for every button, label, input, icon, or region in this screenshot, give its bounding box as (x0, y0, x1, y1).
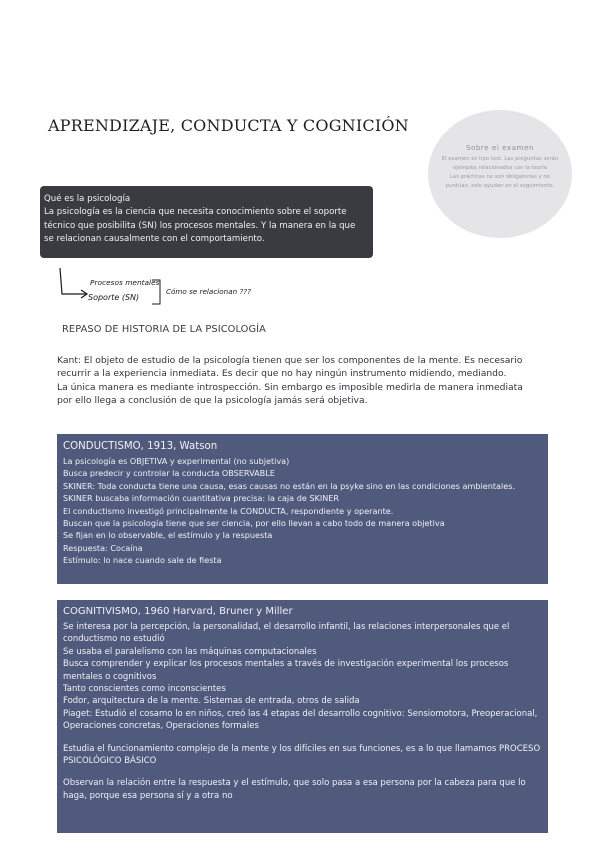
conductismo-line: Se fijan en lo observable, el estímulo y la respuesta (63, 530, 273, 541)
cognitivismo-line: Fodor, arquitectura de la mente. Sistemas de entrada, otros de salida (63, 696, 360, 707)
cognitivismo-panel (57, 600, 548, 833)
definition-question: Qué es la psicología (44, 194, 131, 204)
definition-line: se relacionan causalmente con el comportamiento. (44, 234, 265, 245)
kant-line: por ello llega a conclusión de que la psicología jamás será objetiva. (57, 395, 368, 407)
handwritten-procesos: Procesos mentales (90, 278, 160, 287)
exam-note-title: Sobre el examen (465, 144, 535, 152)
conductismo-line: El conductismo investigó principalmente la CONDUCTA, respondiente y operante. (63, 505, 394, 516)
cognitivismo-line: Se usaba el paralelismo con las máquinas computacionales (63, 646, 317, 657)
cognitivismo-line: Busca comprender y explicar los procesos mentales a través de investigación experimental los procesos mentales o cognitivos (63, 659, 509, 682)
conductismo-line: SKINER buscaba información cuantitativa precisa: la caja de SKINER (63, 493, 340, 504)
conductismo-panel (57, 434, 548, 584)
conductismo-line: SKINER: Toda conducta tiene una causa, esas causas no están en la psyke sino en las condiciones ambientales. (63, 480, 516, 491)
conductismo-line: Estímulo: lo nace cuando sale de fiesta (63, 555, 222, 566)
handwritten-soporte: Soporte (SN) (88, 293, 140, 302)
cognitivismo-line: Tanto conscientes como inconscientes (63, 684, 226, 695)
conductismo-line: Busca predecir y controlar la conducta OBSERVABLE (63, 468, 275, 479)
conductismo-line: Buscan que la psicología tiene que ser ciencia, por ello llevan a cabo todo de manera objetiva (63, 518, 445, 529)
conductismo-line: La psicología es OBJETIVA y experimental (no subjetiva) (63, 456, 290, 466)
handwritten-question: Cómo se relacionan ??? (166, 287, 251, 296)
kant-paragraph (57, 354, 547, 408)
kant-line: Kant: El objeto de estudio de la psicología tienen que ser los componentes de la mente. Es necesario (57, 355, 523, 366)
kant-line: La única manera es mediante introspección. Sin embargo es imposible medirla de manera inmediata (57, 381, 523, 393)
exam-note-bubble (428, 110, 572, 238)
conductismo-heading: CONDUCTISMO, 1913, Watson (63, 441, 218, 452)
definition-box (40, 186, 373, 258)
page-title: APRENDIZAJE, CONDUCTA Y COGNICIÓN (48, 116, 409, 135)
conductismo-line: Respuesta: Cocaína (63, 542, 143, 553)
cognitivismo-observan: Observan la relación entre la respuesta y el estímulo, que solo pasa a esa persona por la cabeza para que lo haga, porque esa persona sí y a otra no (63, 778, 526, 801)
exam-note-line: puntúan, solo ayudan en el seguimiento. (445, 183, 555, 189)
definition-line: técnico que posibilita (SN) los procesos mentales. Y la manera en la que (44, 220, 356, 231)
cognitivismo-proceso: Estudia el funcionamiento complejo de la mente y los difíciles en sus funciones, es a lo que llamamos PROCESO PSICOLÓGICO BÁSICO (63, 743, 541, 767)
kant-line: recurrir a la experiencia inmediata. Es decir que no hay ningún instrumento midiendo, mediando. (57, 368, 507, 380)
definition-line: La psicología es la ciencia que necesita conocimiento sobre el soporte (44, 207, 347, 218)
exam-note-line: ejemplos relacionados con la teoría (452, 165, 548, 171)
exam-note-line: Las prácticas no son obligatorias y no (449, 174, 551, 180)
cognitivismo-heading: COGNITIVISMO, 1960 Harvard, Bruner y Miller (63, 606, 293, 617)
cognitivismo-line: Piaget: Estudió el cosamo lo en niños, creó las 4 etapas del desarrollo cognitivo: Sensiomotora, Preoperacional, Operaciones concretas, Operaciones formales (63, 708, 538, 732)
cognitivismo-line: Se interesa por la percepción, la personalidad, el desarrollo infantil, las relaciones interpersonales que el conductismo no estudió (63, 622, 510, 645)
history-heading: REPASO DE HISTORIA DE LA PSICOLOGÍA (62, 324, 266, 335)
exam-note-line: El examen es tipo test. Las preguntas serán (441, 156, 559, 162)
